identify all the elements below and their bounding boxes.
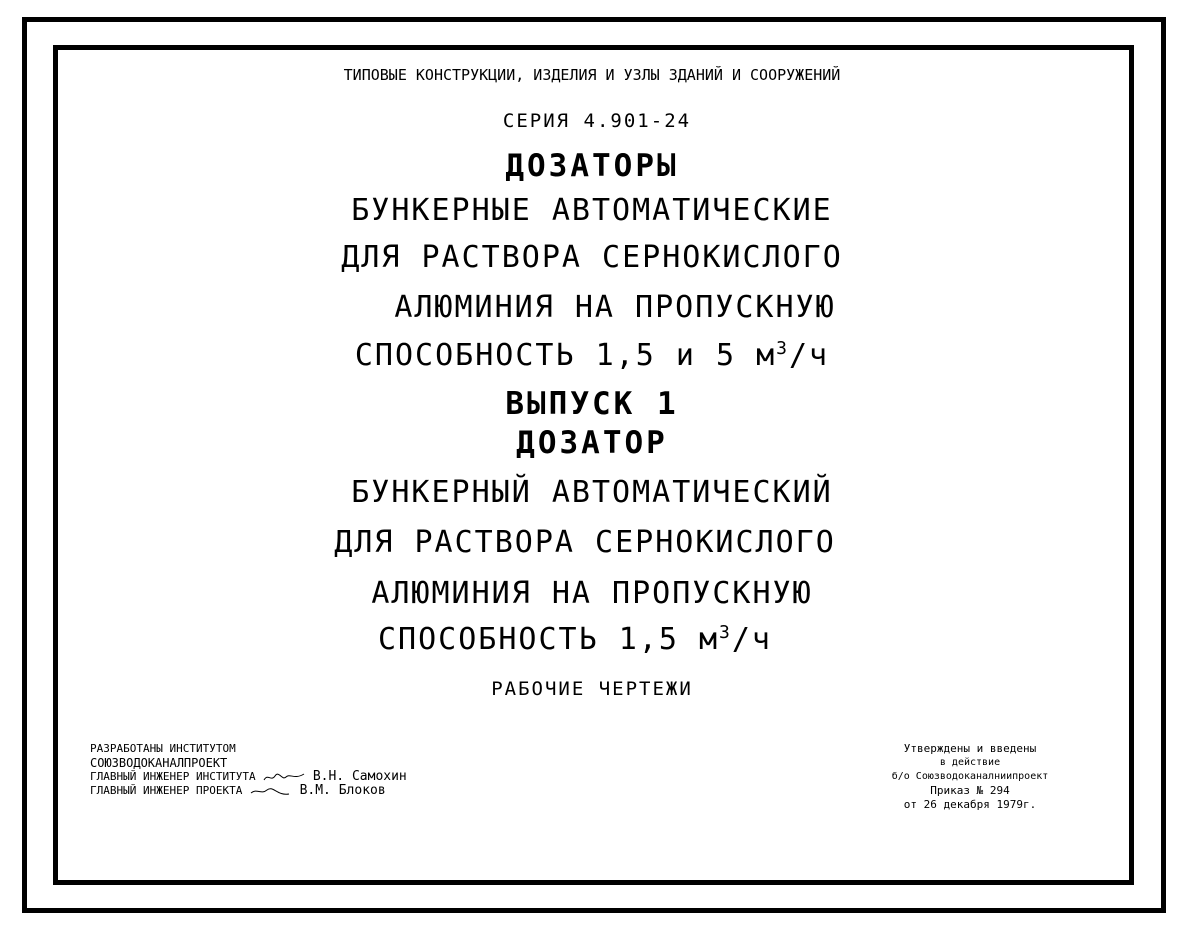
title-line-1: ДОЗАТОРЫ [505, 148, 679, 184]
capacity-exponent: 3 [776, 338, 789, 359]
capacity-unit-2: /ч [731, 622, 772, 657]
approving-organization: б/о Союзводоканалниипроект [891, 771, 1049, 782]
title-line-3: ДЛЯ РАСТВОРА СЕРНОКИСЛОГО [341, 240, 843, 275]
title-line-2: БУНКЕРНЫЕ АВТОМАТИЧЕСКИЕ [351, 193, 833, 228]
title-line-8: ДЛЯ РАСТВОРА СЕРНОКИСЛОГО [334, 525, 836, 560]
developed-by: РАЗРАБОТАНЫ ИНСТИТУТОМ [90, 742, 236, 755]
category-line: ТИПОВЫЕ КОНСТРУКЦИИ, ИЗДЕЛИЯ И УЗЛЫ ЗДАНИЙ И СООРУЖЕНИЙ [343, 66, 841, 84]
project-engineer-name: В.М. Блоков [299, 783, 386, 798]
chief-engineer-name: В.Н. Самохин [312, 769, 407, 784]
capacity-unit: /ч [789, 338, 830, 373]
project-engineer-row [90, 784, 407, 798]
chief-engineer-label: ГЛАВНЫЙ ИНЖЕНЕР ИНСТИТУТА [90, 770, 256, 783]
title-line-4: АЛЮМИНИЯ НА ПРОПУСКНУЮ [394, 290, 836, 325]
title-line-7: БУНКЕРНЫЙ АВТОМАТИЧЕСКИЙ [351, 475, 833, 510]
chief-engineer-signature [262, 771, 306, 783]
developer-block [90, 742, 407, 798]
issue-line: ВЫПУСК 1 [505, 386, 679, 422]
project-engineer-signature [249, 785, 293, 797]
order-date: от 26 декабря 1979г. [903, 798, 1037, 811]
approval-block [880, 742, 1060, 812]
institute-name: СОЮЗВОДОКАНАЛПРОЕКТ [90, 756, 228, 770]
drawings-line: РАБОЧИЕ ЧЕРТЕЖИ [491, 678, 693, 700]
capacity-exponent-2: 3 [719, 622, 732, 643]
chief-engineer-row [90, 770, 407, 784]
title-line-9: АЛЮМИНИЯ НА ПРОПУСКНУЮ [371, 576, 813, 611]
approved-label: Утверждены и введены [903, 742, 1037, 755]
title-line-6: ДОЗАТОР [516, 425, 668, 461]
capacity-text-2: СПОСОБНОСТЬ 1,5 м [377, 622, 720, 657]
project-engineer-label: ГЛАВНЫЙ ИНЖЕНЕР ПРОЕКТА [90, 784, 243, 797]
order-number: Приказ № 294 [930, 784, 1010, 797]
series-line: СЕРИЯ 4.901-24 [502, 110, 692, 132]
title-line-10 [0, 622, 1150, 657]
in-action-label: в действие [939, 757, 1001, 768]
capacity-text: СПОСОБНОСТЬ 1,5 и 5 м [354, 338, 777, 373]
title-line-5 [0, 338, 1184, 373]
